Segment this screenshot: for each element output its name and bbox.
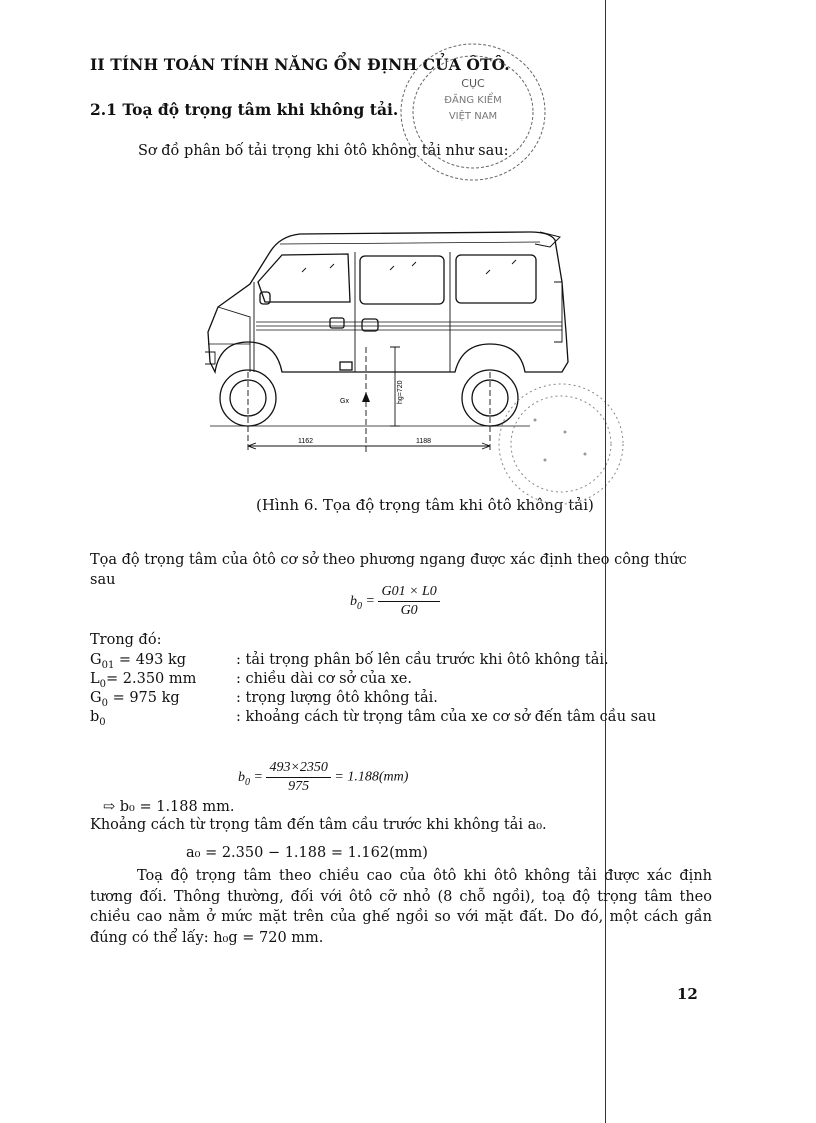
page-number: 12: [677, 985, 698, 1003]
trong-do-label: Trong đó:: [90, 632, 162, 648]
van-body: [208, 232, 568, 372]
window-front: [258, 254, 350, 302]
window-rear: [456, 255, 536, 303]
formula-numerator: G01 × L0: [378, 584, 439, 602]
dim-rear-label: 1188: [416, 438, 432, 445]
official-stamp-faded: [495, 380, 630, 510]
cg-label: Gx: [340, 398, 349, 405]
result-b0: ⇨ b₀ = 1.188 mm.: [103, 799, 235, 815]
formula-b0-calc: $b_0$ = $\frac{493\times 2350}{975}$ = 1.188(mm): [238, 760, 409, 794]
a0-description: Khoảng cách từ trọng tâm đến tâm cầu trước khi không tải a₀.: [90, 817, 547, 833]
definition-row: $G_{01} = 493$ kg : tải trọng phân bố lên cầu trước khi ôtô không tải.: [90, 652, 609, 671]
definition-row: $b_0$ : khoảng cách từ trọng tâm của xe cơ sở đến tâm cầu sau: [90, 709, 657, 728]
formula-denominator: G0: [400, 603, 418, 618]
formula2-numerator: 493×2350: [266, 760, 330, 778]
dim-front-label: 1162: [298, 438, 314, 445]
paragraph-height: Toạ độ trọng tâm theo chiều cao của ôtô khi ôtô không tải được xác định tương đối. Thông thường, đối với ôtô cỡ nhỏ (8 chỗ ngồi), toạ độ trọng tâm theo chiều cao nằm ở mức mặt trên của ghế ngồi so với mặt đất. Do đó, một cách gần đúng có thể lấy: h₀g = 720 mm.: [90, 868, 712, 946]
height-label: hg=720: [397, 380, 404, 404]
stamp-line1: CỤC: [461, 77, 485, 90]
definition-row: $G_0 = 975$ kg : trọng lượng ôtô không tải.: [90, 690, 438, 709]
window-mid: [360, 256, 444, 304]
subsection-heading: 2.1 Toạ độ trọng tâm khi không tải.: [90, 100, 399, 119]
stamp-line2: ĐĂNG KIỂM: [444, 95, 502, 106]
a0-calculation: a₀ = 2.350 − 1.188 = 1.162(mm): [186, 845, 428, 861]
definitions-list: [90, 651, 656, 727]
formula2-denominator: 975: [288, 779, 310, 794]
intro-text: Sơ đồ phân bố tải trọng khi ôtô không tải như sau:: [138, 143, 509, 159]
formula2-fraction: [266, 760, 330, 795]
formula-lhs: $b_0$: [350, 593, 362, 612]
stamp-line3: VIỆT NAM: [448, 111, 498, 122]
formula2-result: = 1.188(mm): [334, 769, 409, 785]
formula-b0: $b_0$ = $\frac{G01 \times L0}{G0}$: [350, 584, 440, 619]
figure-caption: (Hình 6. Tọa độ trọng tâm khi ôtô không tải): [256, 496, 594, 514]
formula2-lhs: $b_0$: [238, 769, 250, 788]
definition-row: $L_0= 2.350$ mm : chiều dài cơ sở của xe.: [90, 671, 412, 690]
formula-fraction: [378, 584, 439, 619]
section-heading: II TÍNH TOÁN TÍNH NĂNG ỔN ĐỊNH CỦA ÔTÔ.: [90, 55, 510, 74]
paragraph-intro-formula: Tọa độ trọng tâm của ôtô cơ sở theo phương ngang được xác định theo công thức sau: [90, 552, 687, 588]
official-stamp: [393, 37, 549, 187]
